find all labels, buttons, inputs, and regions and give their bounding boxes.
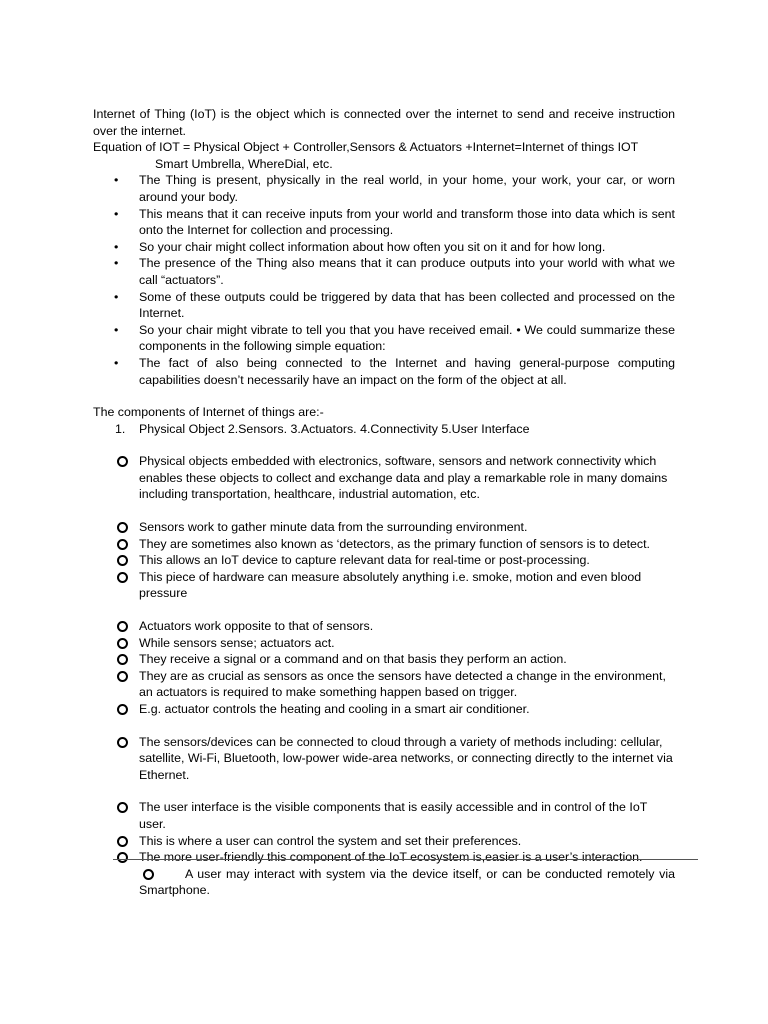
list-item: While sensors sense; actuators act. xyxy=(93,635,675,652)
spacer xyxy=(93,718,675,734)
circle-bullet-icon xyxy=(117,802,128,813)
list-item: • This means that it can receive inputs from your world and transform those into data which is sent onto the Internet for collection and processing. xyxy=(114,206,675,238)
connectivity-list xyxy=(93,734,675,784)
circle-bullet-icon xyxy=(117,671,128,682)
list-item: The more user-friendly this component of the IoT ecosystem is,easier is a user’s interaction. xyxy=(93,849,675,866)
circle-bullet-icon xyxy=(117,555,128,566)
bullet-icon: • xyxy=(114,239,119,254)
thing-bullet-list xyxy=(93,172,675,388)
components-list xyxy=(93,421,675,438)
circle-bullet-icon xyxy=(117,522,128,533)
bullet-icon: • xyxy=(114,206,119,221)
list-item: They are as crucial as sensors as once the sensors have detected a change in the environment, an actuators is required to make something happen based on trigger. xyxy=(93,668,675,701)
iot-examples: Smart Umbrella, WhereDial, etc. xyxy=(155,156,333,171)
bullet-icon: • xyxy=(114,289,119,304)
bullet-icon: • xyxy=(114,173,119,188)
circle-bullet-icon xyxy=(117,539,128,550)
iot-equation: Equation of IOT = Physical Object + Controller,Sensors & Actuators +Internet=Internet of things IOT xyxy=(93,140,639,155)
circle-bullet-icon xyxy=(117,654,128,665)
circle-bullet-icon xyxy=(117,638,128,649)
bullet-icon: • xyxy=(114,256,119,271)
spacer xyxy=(93,503,675,519)
list-item: • The Thing is present, physically in the real world, in your home, your work, your car, or worn around your body. xyxy=(114,173,675,204)
list-item: The sensors/devices can be connected to cloud through a variety of methods including: cellular, satellite, Wi-Fi, Bluetooth, low-power wide-area networks, or connecting directly to the internet via Ethernet. xyxy=(93,734,675,784)
list-item: Sensors work to gather minute data from the surrounding environment. xyxy=(93,519,675,536)
list-item: 1. Physical Object 2.Sensors. 3.Actuators. 4.Connectivity 5.User Interface xyxy=(115,421,530,436)
nested-list-item xyxy=(93,866,675,899)
list-item: They receive a signal or a command and on that basis they perform an action. xyxy=(93,651,675,668)
document-body xyxy=(93,106,675,899)
nested-item-text: A user may interact with system via the device itself, or can be conducted remotely via Smartphone. xyxy=(139,866,675,898)
circle-bullet-icon xyxy=(117,456,128,467)
spacer xyxy=(93,437,675,453)
actuators-list xyxy=(93,618,675,718)
circle-bullet-icon xyxy=(117,704,128,715)
user-interface-list xyxy=(93,799,675,865)
sensors-list xyxy=(93,519,675,602)
list-item: The user interface is the visible components that is easily accessible and in control of the IoT user. xyxy=(93,799,675,832)
list-item: Physical objects embedded with electronics, software, sensors and network connectivity which enables these objects to collect and exchange data and play a remarkable role in many domains including transportation, healthcare, industrial automation, etc. xyxy=(93,453,675,503)
physical-objects-list xyxy=(93,453,675,503)
list-item: Actuators work opposite to that of sensors. xyxy=(93,618,675,635)
components-heading: The components of Internet of things are:- xyxy=(93,405,324,420)
list-item: • So your chair might vibrate to tell you that you have received email. • We could summarize these components in the following simple equation: xyxy=(114,322,675,354)
circle-bullet-icon xyxy=(143,869,154,880)
list-item: This is where a user can control the system and set their preferences. xyxy=(93,833,675,850)
circle-bullet-icon xyxy=(117,852,128,863)
iot-definition: Internet of Thing (IoT) is the object which is connected over the internet to send and receive instruction over the internet. xyxy=(93,107,675,138)
circle-bullet-icon xyxy=(117,737,128,748)
list-item: This piece of hardware can measure absolutely anything i.e. smoke, motion and even blood pressure xyxy=(93,569,675,602)
list-item: They are sometimes also known as ‘detectors, as the primary function of sensors is to detect. xyxy=(93,536,675,553)
circle-bullet-icon xyxy=(117,836,128,847)
spacer xyxy=(93,783,675,799)
spacer xyxy=(93,388,675,404)
list-item: • The presence of the Thing also means that it can produce outputs into your world with what we call “actuators”. xyxy=(114,256,675,287)
circle-bullet-icon xyxy=(117,572,128,583)
spacer xyxy=(93,602,675,618)
list-item: • The fact of also being connected to the Internet and having general-purpose computing capabilities doesn’t necessarily have an impact on the form of the object at all. xyxy=(114,355,675,387)
horizontal-divider xyxy=(113,859,698,860)
list-item: • Some of these outputs could be triggered by data that has been collected and processed on the Internet. xyxy=(114,289,675,321)
list-item: This allows an IoT device to capture relevant data for real-time or post-processing. xyxy=(93,552,675,569)
bullet-icon: • xyxy=(114,322,119,337)
list-item: • So your chair might collect information about how often you sit on it and for how long. xyxy=(114,239,606,254)
circle-bullet-icon xyxy=(117,621,128,632)
bullet-icon: • xyxy=(114,355,119,370)
list-item: E.g. actuator controls the heating and cooling in a smart air conditioner. xyxy=(93,701,675,718)
list-number: 1. xyxy=(115,421,126,436)
